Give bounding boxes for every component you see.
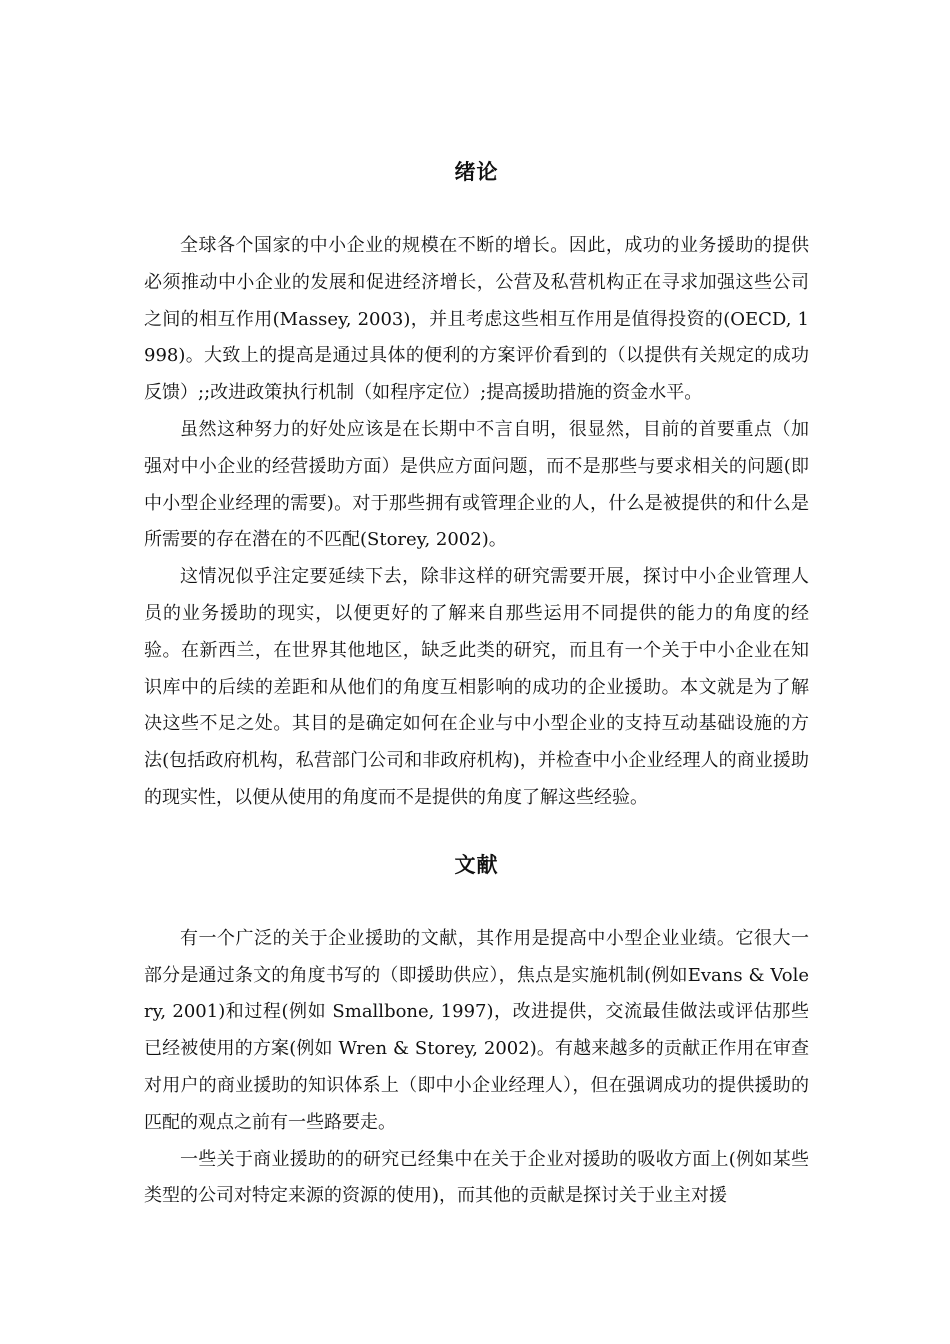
paragraph: 有一个广泛的关于企业援助的文献，其作用是提高中小型企业业绩。它很大一部分是通过条文的角度书写的（即援助供应），焦点是实施机制(例如Evans & Volery, 2001)和过程(例如 Smallbone, 1997)，改进提供，交流最佳做法或评估那些已经被使用的方案(例如 Wren & Storey, 2002)。有越来越多的贡献正作用在审查对用户的商业援助的知识体系上（即中小企业经理人），但在强调成功的提供援助的匹配的观点之前有一些路要走。 bbox=[144, 927, 809, 1133]
section-heading: 文献 bbox=[454, 852, 499, 877]
section-heading: 绪论 bbox=[454, 160, 499, 184]
section-literature bbox=[144, 843, 809, 1215]
paragraph: 一些关于商业援助的的研究已经集中在关于企业对援助的吸收方面上(例如某些类型的公司对特定来源的资源的使用)，而其他的贡献是探讨关于业主对援 bbox=[144, 1148, 809, 1207]
paragraph: 全球各个国家的中小企业的规模在不断的增长。因此，成功的业务援助的提供必须推动中小企业的发展和促进经济增长，公营及私营机构正在寻求加强这些公司之间的相互作用(Massey, 2003)，并且考虑这些相互作用是值得投资的(OECD, 1998)。大致上的提高是通过具体的便利的方案评价看到的（以提供有关规定的成功反馈）;;改进政策执行机制（如程序定位）;提高援助措施的资金水平。 bbox=[144, 235, 809, 404]
section-introduction bbox=[144, 150, 809, 817]
paragraph: 这情况似乎注定要延续下去，除非这样的研究需要开展，探讨中小企业管理人员的业务援助的现实，以便更好的了解来自那些运用不同提供的能力的角度的经验。在新西兰，在世界其他地区，缺乏此类的研究，而且有一个关于中小企业在知识库中的后续的差距和从他们的角度互相影响的成功的企业援助。本文就是为了解决这些不足之处。其目的是确定如何在企业与中小型企业的支持互动基础设施的方法(包括政府机构，私营部门公司和非政府机构)，并检查中小企业经理人的商业援助的现实性，以便从使用的角度而不是提供的角度了解这些经验。 bbox=[144, 566, 809, 808]
paragraph: 虽然这种努力的好处应该是在长期中不言自明，很显然，目前的首要重点（加强对中小企业的经营援助方面）是供应方面问题，而不是那些与要求相关的问题(即中小型企业经理的需要)。对于那些拥有或管理企业的人，什么是被提供的和什么是所需要的存在潜在的不匹配(Storey, 2002)。 bbox=[144, 418, 809, 551]
document-body bbox=[144, 150, 809, 1215]
